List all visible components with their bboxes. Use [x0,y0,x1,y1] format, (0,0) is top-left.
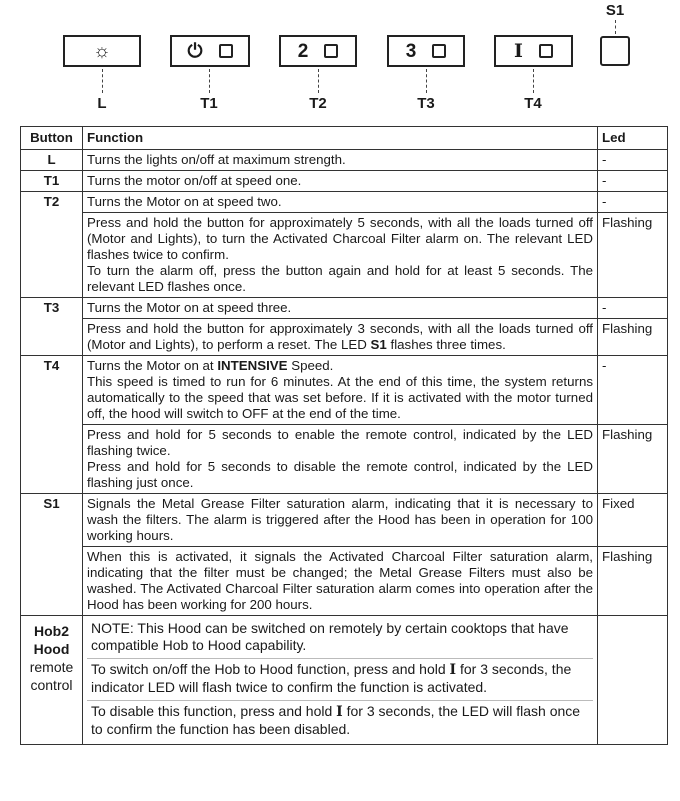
table-row [21,547,668,616]
row-button: L [21,150,83,171]
leader-line [318,69,319,93]
table-row [21,213,668,298]
row-function: When this is activated, it signals the Activated Charcoal Filter saturation alarm, indicating that the filter must be changed; the Metal Grease Filters must also be washed. The Activated Charcoal Filter saturation alarm comes into operation after the Hood has been working for 200 hours. [83,547,598,616]
row-function [83,319,598,356]
button-l[interactable] [63,35,141,67]
table-row [21,150,668,171]
row-button: T3 [21,298,83,356]
row-button: T2 [21,192,83,298]
hob-note-text: NOTE: This Hood can be switched on remotely by certain cooktops that have compatible Hob to Hood capability. [91,620,569,653]
label-t4: T4 [524,95,542,112]
row-function: Signals the Metal Grease Filter saturation alarm, indicating that it is necessary to wash the filters. The alarm is triggered after the Hood has been in operation for 100 working hours. [83,494,598,547]
hob-note [87,618,593,659]
power-icon: ⏻ [187,40,203,62]
function-text: Press and hold for 5 seconds to disable the remote control, indicated by the LED flashing just once. [87,459,593,490]
label-s1: S1 [605,2,625,19]
function-bold: INTENSIVE [217,358,288,373]
button-t3[interactable] [387,35,465,67]
row-led: Flashing [598,213,668,298]
row-led: - [598,192,668,213]
hob-disable [87,701,593,742]
leader-line [615,20,616,34]
intensive-symbol: I [514,39,523,62]
led-s1 [600,36,630,66]
row-function [83,425,598,494]
function-text: Press and hold for 5 seconds to enable the remote control, indicated by the LED flashing twice. [87,427,593,458]
intensive-key: I [449,662,457,678]
led-t4 [539,44,553,58]
function-text: flashes three times. [386,337,506,352]
header-led: Led [598,127,668,150]
row-led: - [598,298,668,319]
leader-line [533,69,534,93]
row-led: Flashing [598,425,668,494]
led-t1 [219,44,233,58]
row-button: T1 [21,171,83,192]
row-button: T4 [21,356,83,494]
row-led: Fixed [598,494,668,547]
table-row [21,171,668,192]
row-function [83,616,598,745]
row-led: - [598,171,668,192]
table-row [21,494,668,547]
hob-label-line: Hood [33,641,70,657]
function-bold: S1 [370,337,387,352]
label-t2: T2 [309,95,327,112]
table-header-row [21,127,668,150]
leader-line [209,69,210,93]
label-t1: T1 [200,95,218,112]
table-row [21,192,668,213]
function-text: for 3 seconds, the indicator LED will flash twice to confirm the function is activated. [91,661,572,695]
button-t4[interactable] [494,35,573,67]
speed-2-symbol: 2 [297,40,309,62]
header-button: Button [21,127,83,150]
hob-label-line: control [30,677,73,693]
label-l: L [97,95,107,112]
row-function [83,356,598,425]
hob-label-line: remote [29,659,74,675]
button-t1[interactable] [170,35,250,67]
hob-enable [87,659,593,701]
row-button: S1 [21,494,83,616]
row-function [83,213,598,298]
speed-3-symbol: 3 [405,40,417,62]
led-t3 [432,44,446,58]
function-text: To disable this function, press and hold [91,703,337,719]
table-row [21,356,668,425]
leader-line [102,69,103,93]
header-function: Function [83,127,598,150]
row-led [598,616,668,745]
table-row [21,616,668,745]
function-text: Speed. [287,358,334,373]
row-function: Turns the motor on/off at speed one. [83,171,598,192]
leader-line [426,69,427,93]
function-table [20,126,668,745]
row-led: Flashing [598,319,668,356]
control-panel [0,0,680,120]
table-row [21,425,668,494]
table-row [21,319,668,356]
function-text: for 3 seconds, the LED will flash once to confirm the function has been disabled. [91,703,581,737]
function-text: Press and hold the button for approximately 3 seconds, with all the loads turned off (Motor and Lights), to perform a reset. The LED [87,321,593,352]
function-text: This speed is timed to run for 6 minutes. At the end of this time, the system returns automatically to the speed that was set before. If it is activated with the motor turned off, the hood will switch to OFF at the end of the time. [87,374,593,421]
row-led: - [598,356,668,425]
function-text: Turns the Motor on at [87,358,218,373]
row-button [21,616,83,745]
button-t2[interactable] [279,35,357,67]
row-led: - [598,150,668,171]
row-function: Turns the Motor on at speed three. [83,298,598,319]
intensive-key: I [336,704,343,720]
hob-label-line: Hob2 [34,623,69,639]
label-t3: T3 [417,95,435,112]
led-t2 [324,44,338,58]
function-text: To turn the alarm off, press the button again and hold for at least 5 seconds. The relevant LED flashes once. [87,263,593,294]
row-function: Turns the Motor on at speed two. [83,192,598,213]
row-led: Flashing [598,547,668,616]
function-text: To switch on/off the Hob to Hood function, press and hold [91,661,450,677]
light-icon: ☼ [93,40,111,62]
row-function: Turns the lights on/off at maximum strength. [83,150,598,171]
function-text: Press and hold the button for approximately 5 seconds, with all the loads turned off (Motor and Lights), to turn the Activated Charcoal Filter alarm on. The relevant LED flashes twice to confirm. [87,215,593,262]
table-row [21,298,668,319]
